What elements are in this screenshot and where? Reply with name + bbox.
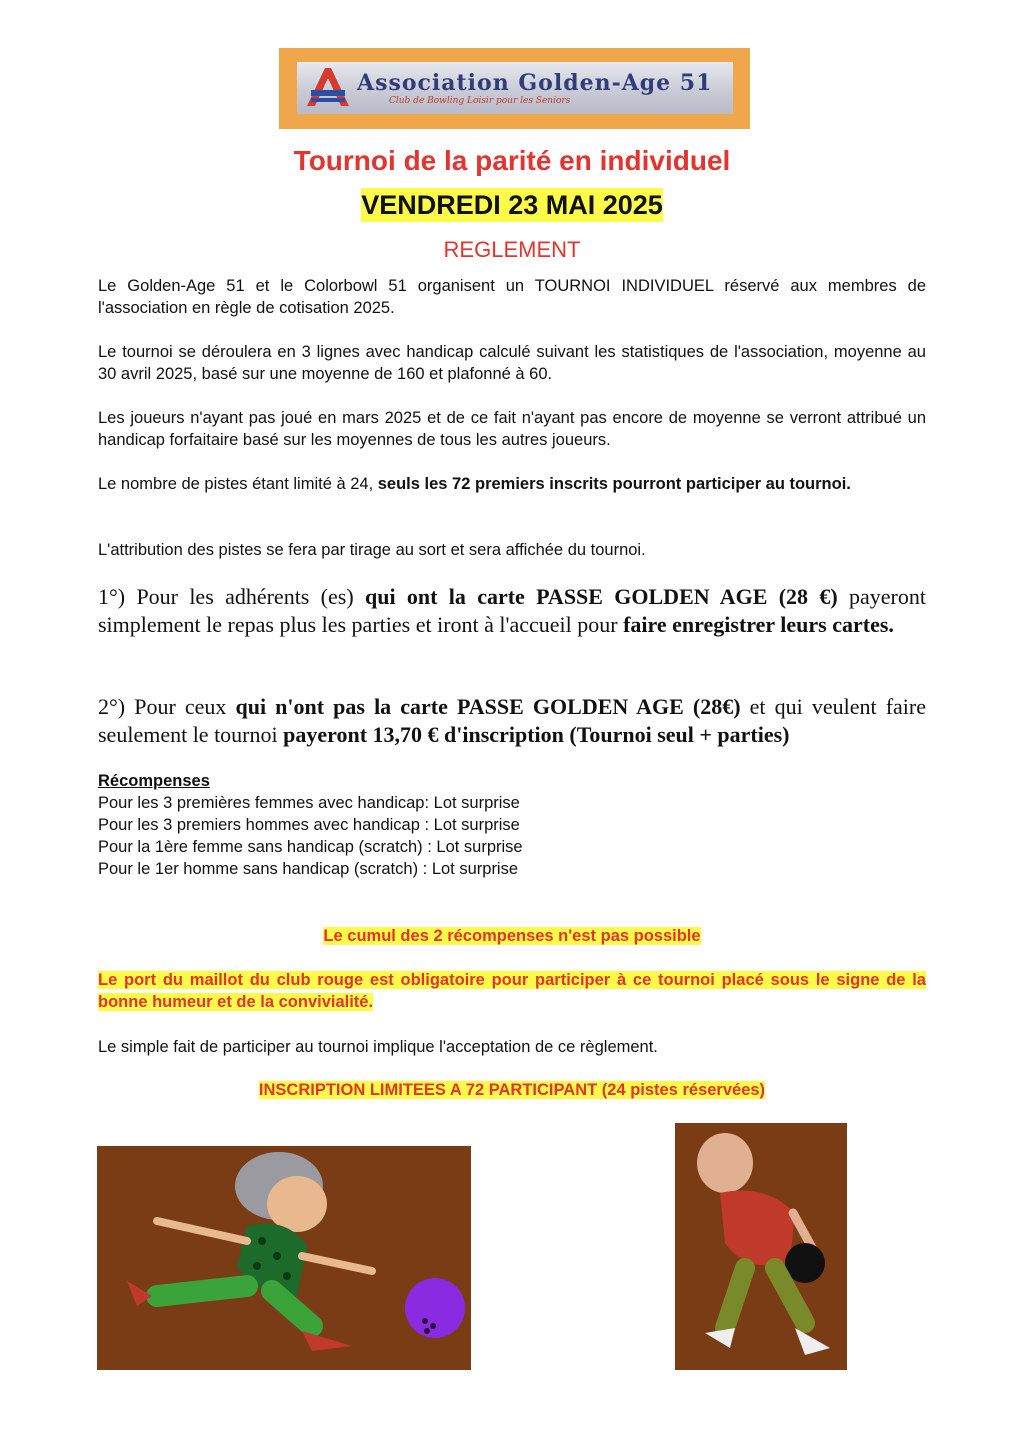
rule2-fee: payeront 13,70 € d'inscription (Tournoi seul + parties) xyxy=(283,722,790,747)
logo-title: Association Golden-Age 51 xyxy=(357,70,713,96)
event-date: VENDREDI 23 MAI 2025 xyxy=(361,190,663,220)
rewards-section xyxy=(98,770,926,880)
reward-item: Pour la 1ère femme sans handicap (scratch) : Lot surprise xyxy=(98,838,523,856)
notice-inscription: INSCRIPTION LIMITEES A 72 PARTICIPANT (24 pistes réservées) xyxy=(258,1081,766,1099)
notice-maillot-row xyxy=(98,969,926,1013)
event-date-row xyxy=(0,190,1024,221)
paragraph-lanes xyxy=(98,473,926,495)
rewards-title: Récompenses xyxy=(98,772,210,790)
rule-card-holders xyxy=(98,583,926,639)
notice-cumul-row xyxy=(98,925,926,947)
reward-item: Pour les 3 premiers hommes avec handicap : Lot surprise xyxy=(98,816,520,834)
bowling-woman-illustration xyxy=(97,1146,471,1370)
rule1-card: qui ont la carte PASSE GOLDEN AGE (28 €) xyxy=(364,584,838,609)
logo-a-icon xyxy=(303,66,353,110)
notice-inscription-row xyxy=(98,1079,926,1101)
rule2-mid: et qui veulent faire seulement le tournoi xyxy=(98,694,926,747)
lanes-limit-text: seuls les 72 premiers inscrits pourront participer au tournoi. xyxy=(377,475,851,493)
rule-non-card-holders xyxy=(98,693,926,749)
logo-subtitle: Club de Bowling Loisir pour les Seniors xyxy=(389,96,571,106)
paragraph-draw: L'attribution des pistes se fera par tirage au sort et sera affichée du tournoi. xyxy=(98,541,646,559)
rule2-intro: 2°) Pour ceux xyxy=(98,694,236,719)
paragraph-handicap: Les joueurs n'ayant pas joué en mars 2025 et de ce fait n'ayant pas encore de moyenne se verront attribué un handicap forfaitaire basé sur les moyennes de tous les autres joueurs. xyxy=(98,409,926,449)
logo-plate xyxy=(297,62,733,114)
reward-item: Pour les 3 premières femmes avec handicap: Lot surprise xyxy=(98,794,520,812)
rule1-mid: payeront simplement le repas plus les parties et iront à l'accueil pour xyxy=(98,584,926,637)
reward-item: Pour le 1er homme sans handicap (scratch) : Lot surprise xyxy=(98,860,519,878)
rule1-register: faire enregistrer leurs cartes. xyxy=(623,612,894,637)
rule2-card: qui n'ont pas la carte PASSE GOLDEN AGE (28€) xyxy=(235,694,741,719)
section-heading: REGLEMENT xyxy=(443,237,581,262)
page-title: Tournoi de la parité en individuel xyxy=(293,145,731,176)
paragraph-format: Le tournoi se déroulera en 3 lignes avec handicap calculé suivant les statistiques de l'association, moyenne au 30 avril 2025, basé sur une moyenne de 160 et plafonné à 60. xyxy=(98,343,926,383)
paragraph-intro: Le Golden-Age 51 et le Colorbowl 51 organisent un TOURNOI INDIVIDUEL réservé aux membres de l'association en règle de cotisation 2025. xyxy=(98,277,926,317)
association-logo-banner xyxy=(279,48,750,129)
notice-acceptation: Le simple fait de participer au tournoi implique l'acceptation de ce règlement. xyxy=(98,1038,658,1056)
lanes-text: Le nombre de pistes étant limité à 24, xyxy=(98,475,378,493)
bowling-man-illustration xyxy=(675,1123,847,1370)
rule1-intro: 1°) Pour les adhérents (es) xyxy=(98,584,365,609)
notice-cumul: Le cumul des 2 récompenses n'est pas possible xyxy=(323,927,701,945)
notice-maillot: Le port du maillot du club rouge est obligatoire pour participer à ce tournoi placé sous le signe de la bonne humeur et de la convivialité. xyxy=(98,971,926,1011)
